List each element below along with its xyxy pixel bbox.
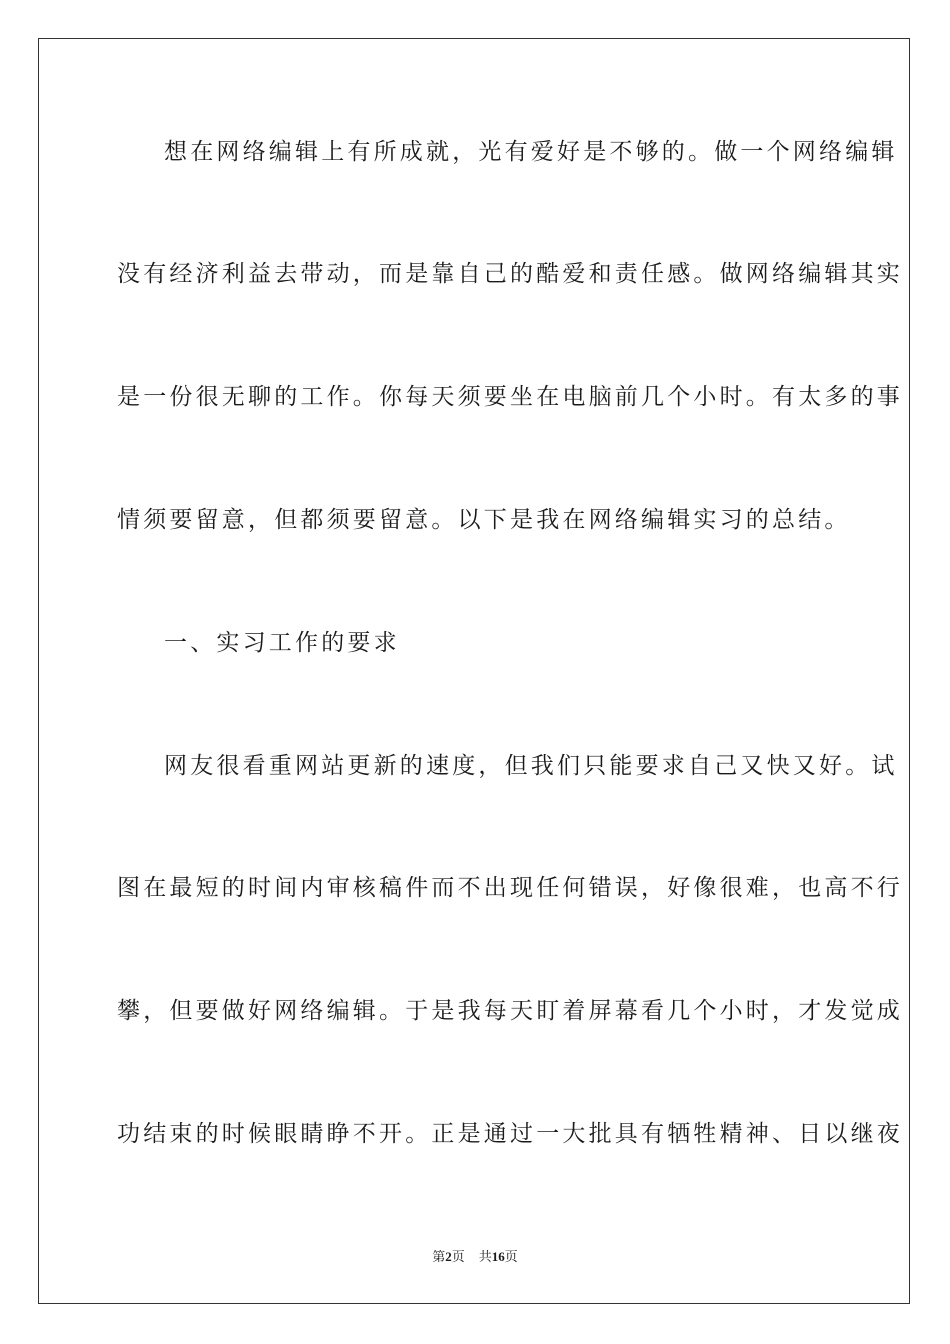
total-prefix: 共 — [478, 1249, 492, 1264]
paragraph-line: 网友很看重网站更新的速度，但我们只能要求自己又快又好。试 — [164, 753, 898, 779]
total-suffix: 页 — [504, 1249, 518, 1264]
page-prefix: 第 — [432, 1249, 446, 1264]
paragraph-line: 没有经济利益去带动，而是靠自己的酷爱和责任感。做网络编辑其实 — [117, 261, 903, 287]
paragraph-line: 情须要留意，但都须要留意。以下是我在网络编辑实习的总结。 — [117, 507, 851, 533]
paragraph-line: 想在网络编辑上有所成就，光有爱好是不够的。做一个网络编辑 — [164, 139, 898, 165]
section-heading: 一、实习工作的要求 — [164, 630, 400, 656]
paragraph-line: 功结束的时候眼睛睁不开。正是通过一大批具有牺牲精神、日以继夜 — [117, 1121, 903, 1147]
page-number: 2 — [445, 1249, 452, 1264]
total-pages: 16 — [491, 1249, 505, 1264]
page-suffix: 页 — [451, 1249, 465, 1264]
page-border — [38, 38, 910, 1304]
paragraph-line: 是一份很无聊的工作。你每天须要坐在电脑前几个小时。有太多的事 — [117, 384, 903, 410]
paragraph-line: 攀，但要做好网络编辑。于是我每天盯着屏幕看几个小时，才发觉成 — [117, 998, 903, 1024]
paragraph-line: 图在最短的时间内审核稿件而不出现任何错误，好像很难，也高不行 — [117, 875, 903, 901]
page-footer — [0, 1248, 950, 1266]
